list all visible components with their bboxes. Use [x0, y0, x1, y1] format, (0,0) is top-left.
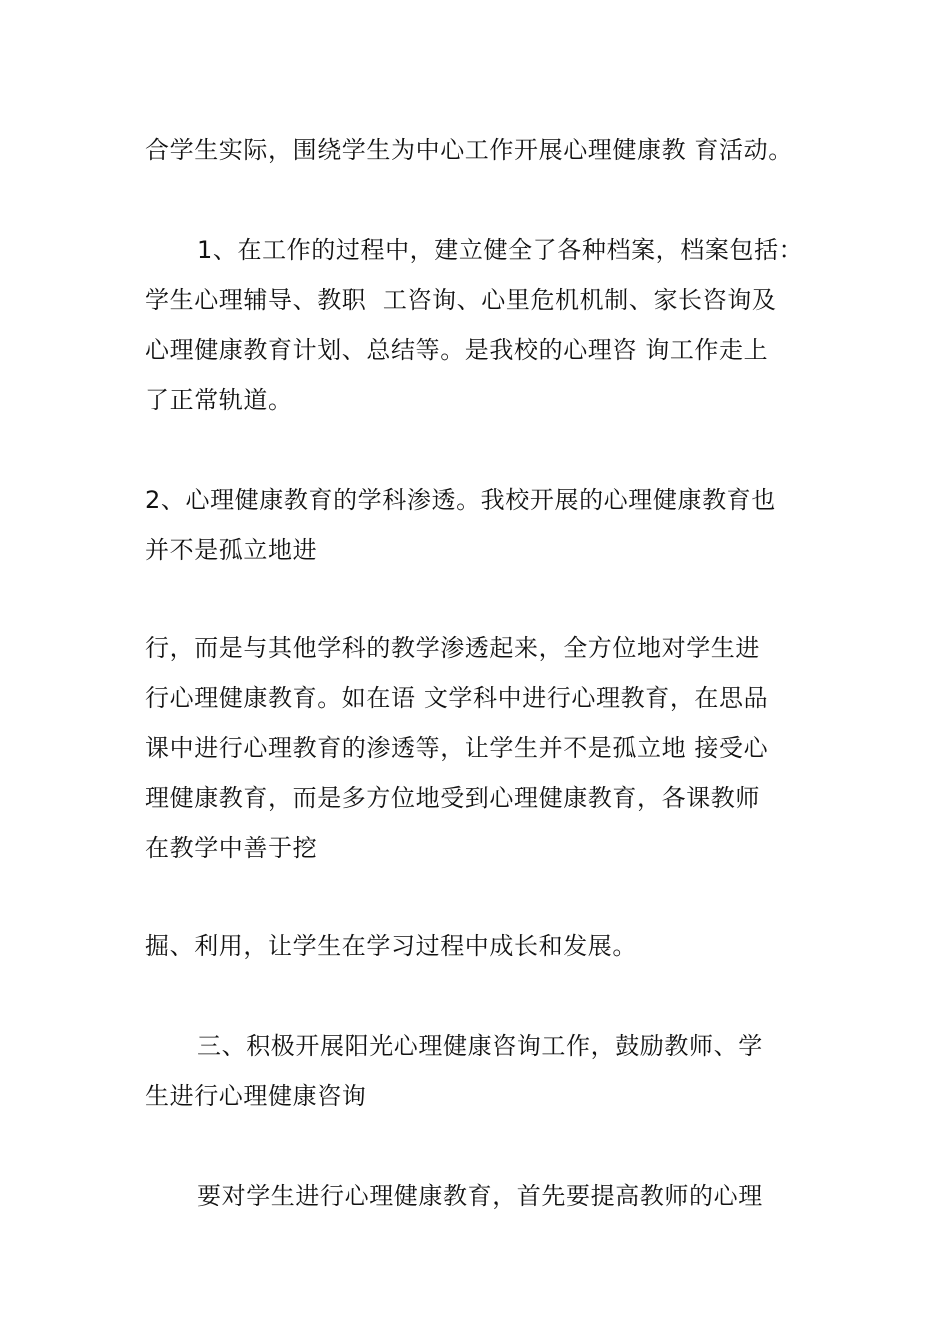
text-line: 三、积极开展阳光心理健康咨询工作，鼓励教师、学	[197, 1032, 763, 1060]
text-line: 掘、利用，让学生在学习过程中成长和发展。	[145, 932, 637, 960]
text-line: 在教学中善于挖	[145, 834, 318, 862]
text-line: 1、在工作的过程中，建立健全了各种档案，档案包括：	[197, 236, 804, 264]
text-line: 理健康教育，而是多方位地受到心理健康教育，各课教师	[145, 784, 760, 812]
text-line: 合学生实际，围绕学生为中心工作开展心理健康教 育活动。	[145, 136, 793, 164]
text-line: 生进行心理健康咨询	[145, 1082, 367, 1110]
text-line: 并不是孤立地进	[145, 536, 318, 564]
text-line: 课中进行心理教育的渗透等，让学生并不是孤立地 接受心	[145, 734, 769, 762]
text-line: 行心理健康教育。如在语 文学科中进行心理教育，在思品	[145, 684, 769, 712]
text-line: 行，而是与其他学科的教学渗透起来，全方位地对学生进	[145, 634, 760, 662]
text-line: 2、心理健康教育的学科渗透。我校开展的心理健康教育也	[145, 486, 776, 514]
text-line: 了正常轨道。	[145, 386, 293, 414]
text-line: 心理健康教育计划、总结等。是我校的心理咨 询工作走上	[145, 336, 769, 364]
text-line: 要对学生进行心理健康教育，首先要提高教师的心理	[197, 1182, 763, 1210]
text-line: 学生心理辅导、教职 工咨询、心里危机机制、家长咨询及	[145, 286, 777, 314]
